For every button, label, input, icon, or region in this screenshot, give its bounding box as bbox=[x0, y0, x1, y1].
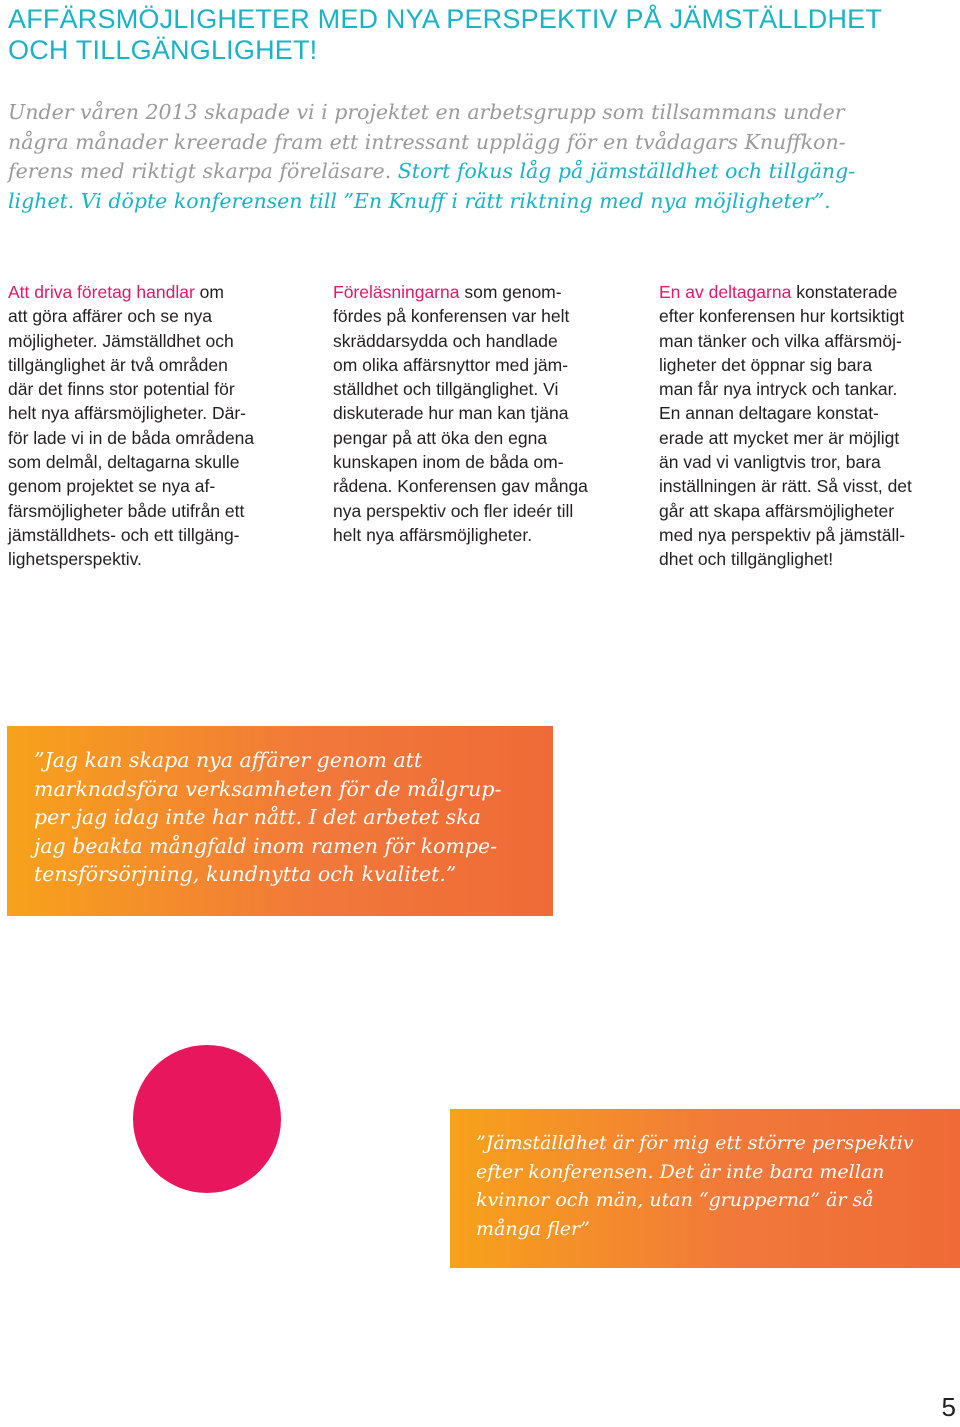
page-title-line-2: OCH TILLGÄNGLIGHET! bbox=[8, 35, 318, 65]
page-title-line-1: AFFÄRSMÖJLIGHETER MED NYA PERSPEKTIV PÅ JÄMSTÄLLDHET bbox=[8, 4, 883, 34]
column-line: för lade vi in de båda områdena bbox=[8, 427, 255, 448]
column-line: genom projektet se nya af- bbox=[8, 476, 216, 497]
column-lead: En av deltagarna bbox=[659, 282, 792, 302]
column-line: om bbox=[194, 282, 224, 302]
intro-line: några månader kreerade fram ett intressant upplägg för en tvådagars Knuffkon- bbox=[8, 129, 846, 154]
column-line: med nya perspektiv på jämställ- bbox=[659, 524, 906, 545]
column-line: kunskapen inom de båda om- bbox=[333, 452, 564, 473]
column-line: möjligheter. Jämställdhet och bbox=[8, 330, 234, 351]
decorative-circle bbox=[133, 1045, 281, 1193]
column-lead: Föreläsningarna bbox=[333, 282, 460, 302]
page-number: 5 bbox=[941, 1392, 956, 1422]
quote-text bbox=[34, 746, 534, 889]
page-title bbox=[8, 4, 948, 66]
quote-line: efter konferensen. Det är inte bara mellan bbox=[476, 1160, 885, 1183]
quote-text bbox=[476, 1129, 946, 1243]
column-line: färsmöjligheter både utifrån ett bbox=[8, 500, 245, 521]
body-column-2 bbox=[333, 280, 625, 547]
column-line: diskuterade hur man kan tjäna bbox=[333, 403, 569, 424]
quote-line: per jag idag inte har nått. I det arbetet ska bbox=[34, 805, 481, 829]
column-line: ligheter det öppnar sig bara bbox=[659, 354, 873, 375]
column-line: helt nya affärsmöjligheter. Där- bbox=[8, 403, 246, 424]
column-line: skräddarsydda och handlade bbox=[333, 330, 558, 351]
column-line: En annan deltagare konstat- bbox=[659, 403, 879, 424]
column-line: som genom- bbox=[459, 282, 562, 302]
column-line: ställdhet och tillgänglighet. Vi bbox=[333, 379, 559, 400]
column-line: konstaterade bbox=[791, 282, 898, 302]
quote-line: många fler” bbox=[476, 1217, 590, 1240]
column-line: man tänker och vilka affärsmöj- bbox=[659, 330, 902, 351]
column-line: som delmål, deltagarna skulle bbox=[8, 452, 240, 473]
intro-line: Under våren 2013 skapade vi i projektet en arbetsgrupp som tillsammans under bbox=[8, 100, 845, 124]
column-line: än vad vi vanligtvis tror, bara bbox=[659, 452, 881, 473]
column-line: nya perspektiv och fler ideér till bbox=[333, 500, 574, 521]
quote-line: jag beakta mångfald inom ramen för kompe- bbox=[34, 833, 498, 858]
column-line: att göra affärer och se nya bbox=[8, 306, 212, 327]
intro-line: ferens med riktigt skarpa föreläsare. bbox=[8, 159, 392, 183]
quote-line: ”Jämställdhet är för mig ett större perspektiv bbox=[476, 1132, 914, 1154]
column-line: erade att mycket mer är möjligt bbox=[659, 427, 900, 448]
column-line: efter konferensen hur kortsiktigt bbox=[659, 306, 905, 327]
column-line: om olika affärsnyttor med jäm- bbox=[333, 354, 569, 375]
body-column-3 bbox=[659, 280, 951, 572]
column-line: jämställdhets- och ett tillgäng- bbox=[8, 524, 240, 545]
intro-highlight-line: lighet. Vi döpte konferensen till ”En Knuff i rätt riktning med nya möjligheter”. bbox=[8, 188, 831, 213]
intro-paragraph bbox=[8, 98, 953, 216]
column-line: dhet och tillgänglighet! bbox=[659, 549, 834, 570]
quote-box-2 bbox=[450, 1109, 960, 1268]
intro-highlight-line: Stort fokus låg på jämställdhet och tillgäng- bbox=[391, 159, 856, 183]
column-line: lighetsperspektiv. bbox=[8, 549, 142, 570]
column-line: pengar på att öka den egna bbox=[333, 427, 548, 448]
quote-line: tensförsörjning, kundnytta och kvalitet.” bbox=[34, 862, 457, 886]
quote-line: marknadsföra verksamheten för de målgrup- bbox=[34, 776, 502, 801]
quote-line: ”Jag kan skapa nya affärer genom att bbox=[34, 748, 423, 772]
column-line: man får nya intryck och tankar. bbox=[659, 379, 898, 400]
column-line: tillgänglighet är två områden bbox=[8, 354, 228, 375]
column-line: inställningen är rätt. Så visst, det bbox=[659, 476, 912, 497]
column-line: helt nya affärsmöjligheter. bbox=[333, 524, 533, 545]
column-line: fördes på konferensen var helt bbox=[333, 306, 570, 327]
column-line: rådena. Konferensen gav många bbox=[333, 476, 588, 497]
body-column-1 bbox=[8, 280, 300, 572]
quote-line: kvinnor och män, utan “grupperna” är så bbox=[476, 1189, 874, 1211]
column-line: går att skapa affärsmöjligheter bbox=[659, 500, 895, 521]
column-lead: Att driva företag handlar bbox=[8, 282, 195, 302]
quote-box-1 bbox=[7, 726, 553, 916]
column-line: där det finns stor potential för bbox=[8, 379, 235, 400]
